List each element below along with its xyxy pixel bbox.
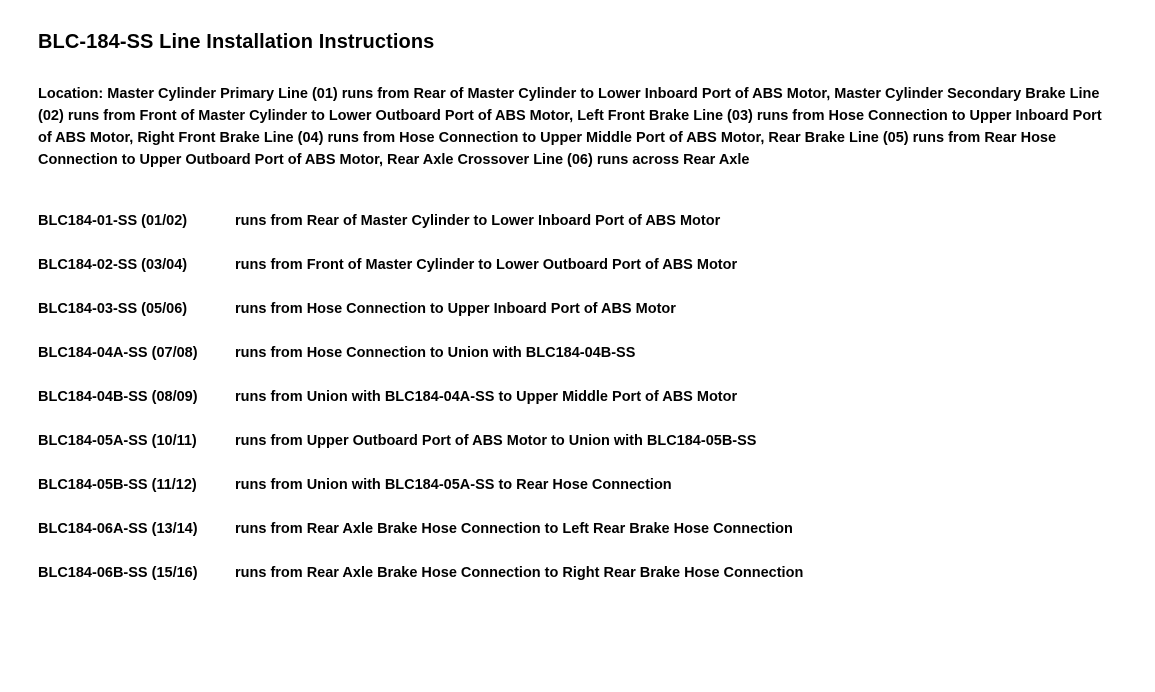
line-description: runs from Rear Axle Brake Hose Connection to Right Rear Brake Hose Connection [235,565,804,581]
page-title: BLC-184-SS Line Installation Instructions [38,31,435,53]
line-description: runs from Hose Connection to Upper Inboard Port of ABS Motor [235,301,676,317]
line-description: runs from Rear Axle Brake Hose Connection to Left Rear Brake Hose Connection [235,521,793,537]
location-paragraph: Location: Master Cylinder Primary Line (01) runs from Rear of Master Cylinder to Lower Inboard Port of ABS Motor, Master Cylinder Secondary Brake Line (02) runs from Front of Master Cylinder to Lower Outboard Port of ABS Motor, Left Front Brake Line (03) runs from Hose Connection to Upper Inboard Port of ABS Motor, Right Front Brake Line (04) runs from Hose Connection to Upper Middle Port of ABS Motor, Rear Brake Line (05) runs from Rear Hose Connection to Upper Outboard Port of ABS Motor, Rear Axle Crossover Line (06) runs across Rear Axle [38,86,1102,168]
line-description: runs from Union with BLC184-04A-SS to Upper Middle Port of ABS Motor [235,389,738,405]
part-number: BLC184-04A-SS (07/08) [38,345,198,361]
line-description: runs from Hose Connection to Union with BLC184-04B-SS [235,345,636,361]
part-number: BLC184-05A-SS (10/11) [38,433,197,449]
line-item [38,389,1117,433]
line-item [38,301,1117,345]
line-item [38,521,1117,565]
part-number: BLC184-06B-SS (15/16) [38,565,198,581]
part-number: BLC184-05B-SS (11/12) [38,477,197,493]
line-description: runs from Rear of Master Cylinder to Lower Inboard Port of ABS Motor [235,213,721,229]
part-number: BLC184-04B-SS (08/09) [38,389,198,405]
part-number: BLC184-03-SS (05/06) [38,301,188,317]
line-item [38,477,1117,521]
line-item [38,433,1117,477]
line-item [38,213,1117,257]
line-description: runs from Union with BLC184-05A-SS to Rear Hose Connection [235,477,672,493]
part-number: BLC184-06A-SS (13/14) [38,521,198,537]
part-number: BLC184-01-SS (01/02) [38,213,188,229]
line-list [38,213,1117,609]
part-number: BLC184-02-SS (03/04) [38,257,188,273]
line-description: runs from Upper Outboard Port of ABS Motor to Union with BLC184-05B-SS [235,433,757,449]
line-item [38,257,1117,301]
line-item [38,565,1117,609]
line-description: runs from Front of Master Cylinder to Lower Outboard Port of ABS Motor [235,257,738,273]
line-item [38,345,1117,389]
